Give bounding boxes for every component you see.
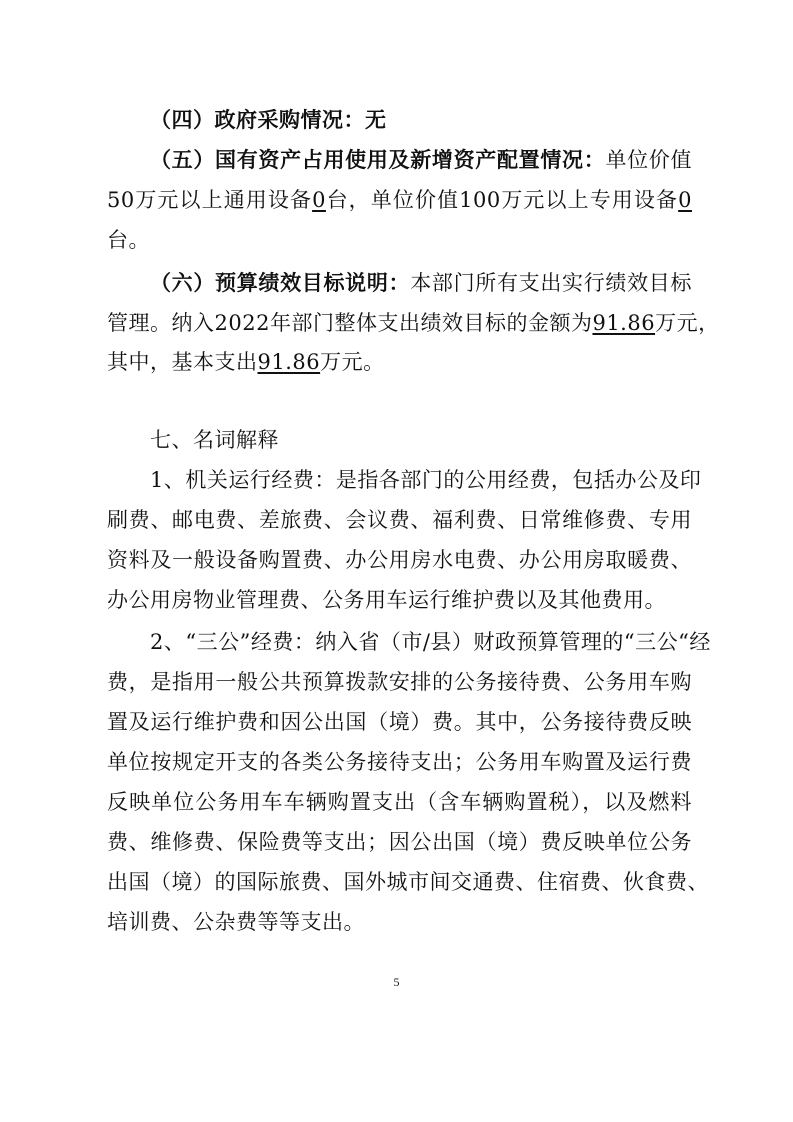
text-segment: 七、名词解释	[150, 428, 279, 452]
text-segment: 万元。	[320, 350, 385, 374]
text-line	[107, 500, 692, 540]
text-line	[107, 342, 692, 382]
text-line	[150, 100, 692, 140]
underlined-value: 91.86	[257, 350, 321, 374]
text-segment: 50万元以上通用设备	[107, 188, 313, 212]
text-segment: 费，是指用一般公共预算拨款安排的公务接待费、公务用车购	[107, 670, 692, 694]
text-segment: 其中，基本支出	[107, 350, 258, 374]
text-line	[107, 220, 692, 260]
text-line	[107, 782, 692, 822]
text-segment: 培训费、公杂费等等支出。	[107, 910, 365, 934]
text-segment: 管理。纳入2022年部门整体支出绩效目标的金额为	[107, 311, 593, 335]
text-line	[107, 742, 692, 782]
text-line	[107, 303, 720, 343]
text-segment: 出国（境）的国际旅费、国外城市间交通费、住宿费、伙食费、	[107, 870, 709, 894]
bold-label: （六）预算绩效目标说明：	[150, 271, 411, 295]
text-segment: 台。	[107, 228, 150, 252]
text-line	[150, 460, 702, 500]
text-segment: 反映单位公务用车车辆购置支出（含车辆购置税），以及燃料	[107, 790, 692, 814]
text-line	[150, 263, 692, 303]
text-segment: 费、维修费、保险费等支出；因公出国（境）费反映单位公务	[107, 830, 692, 854]
text-segment: 置及运行维护费和因公出国（境）费。其中，公务接待费反映	[107, 710, 692, 734]
text-segment: 单位价值	[605, 148, 692, 172]
page-number: 5	[393, 975, 400, 989]
bold-label: （五）国有资产占用使用及新增资产配置情况：	[150, 148, 606, 172]
text-line	[150, 140, 692, 180]
underlined-value: 0	[678, 188, 692, 212]
text-line	[107, 662, 692, 702]
section-heading	[150, 420, 692, 460]
text-segment: 刷费、邮电费、差旅费、会议费、福利费、日常维修费、专用	[107, 508, 692, 532]
text-segment: 办公用房物业管理费、公务用车运行维护费以及其他费用。	[107, 588, 666, 612]
text-line	[107, 822, 692, 862]
text-line	[107, 540, 692, 580]
bold-label: （四）政府采购情况：无	[150, 108, 387, 132]
text-line	[107, 862, 709, 902]
text-segment: 资料及一般设备购置费、办公用房水电费、办公用房取暖费、	[107, 548, 692, 572]
text-line	[150, 622, 711, 662]
text-line	[107, 180, 692, 220]
text-segment: 2、“三公”经费：纳入省（市/县）财政预算管理的“三公“经	[150, 630, 711, 654]
text-line	[107, 702, 692, 742]
text-segment: 1、机关运行经费：是指各部门的公用经费，包括办公及印	[150, 468, 702, 492]
text-segment: 单位按规定开支的各类公务接待支出；公务用车购置及运行费	[107, 750, 692, 774]
underlined-value: 91.86	[592, 311, 656, 335]
text-line	[107, 580, 692, 620]
text-segment: 万元，	[655, 311, 720, 335]
text-segment: 台，单位价值100万元以上专用设备	[325, 188, 679, 212]
text-segment: 本部门所有支出实行绩效目标	[410, 271, 692, 295]
text-line	[107, 902, 692, 942]
underlined-value: 0	[312, 188, 326, 212]
